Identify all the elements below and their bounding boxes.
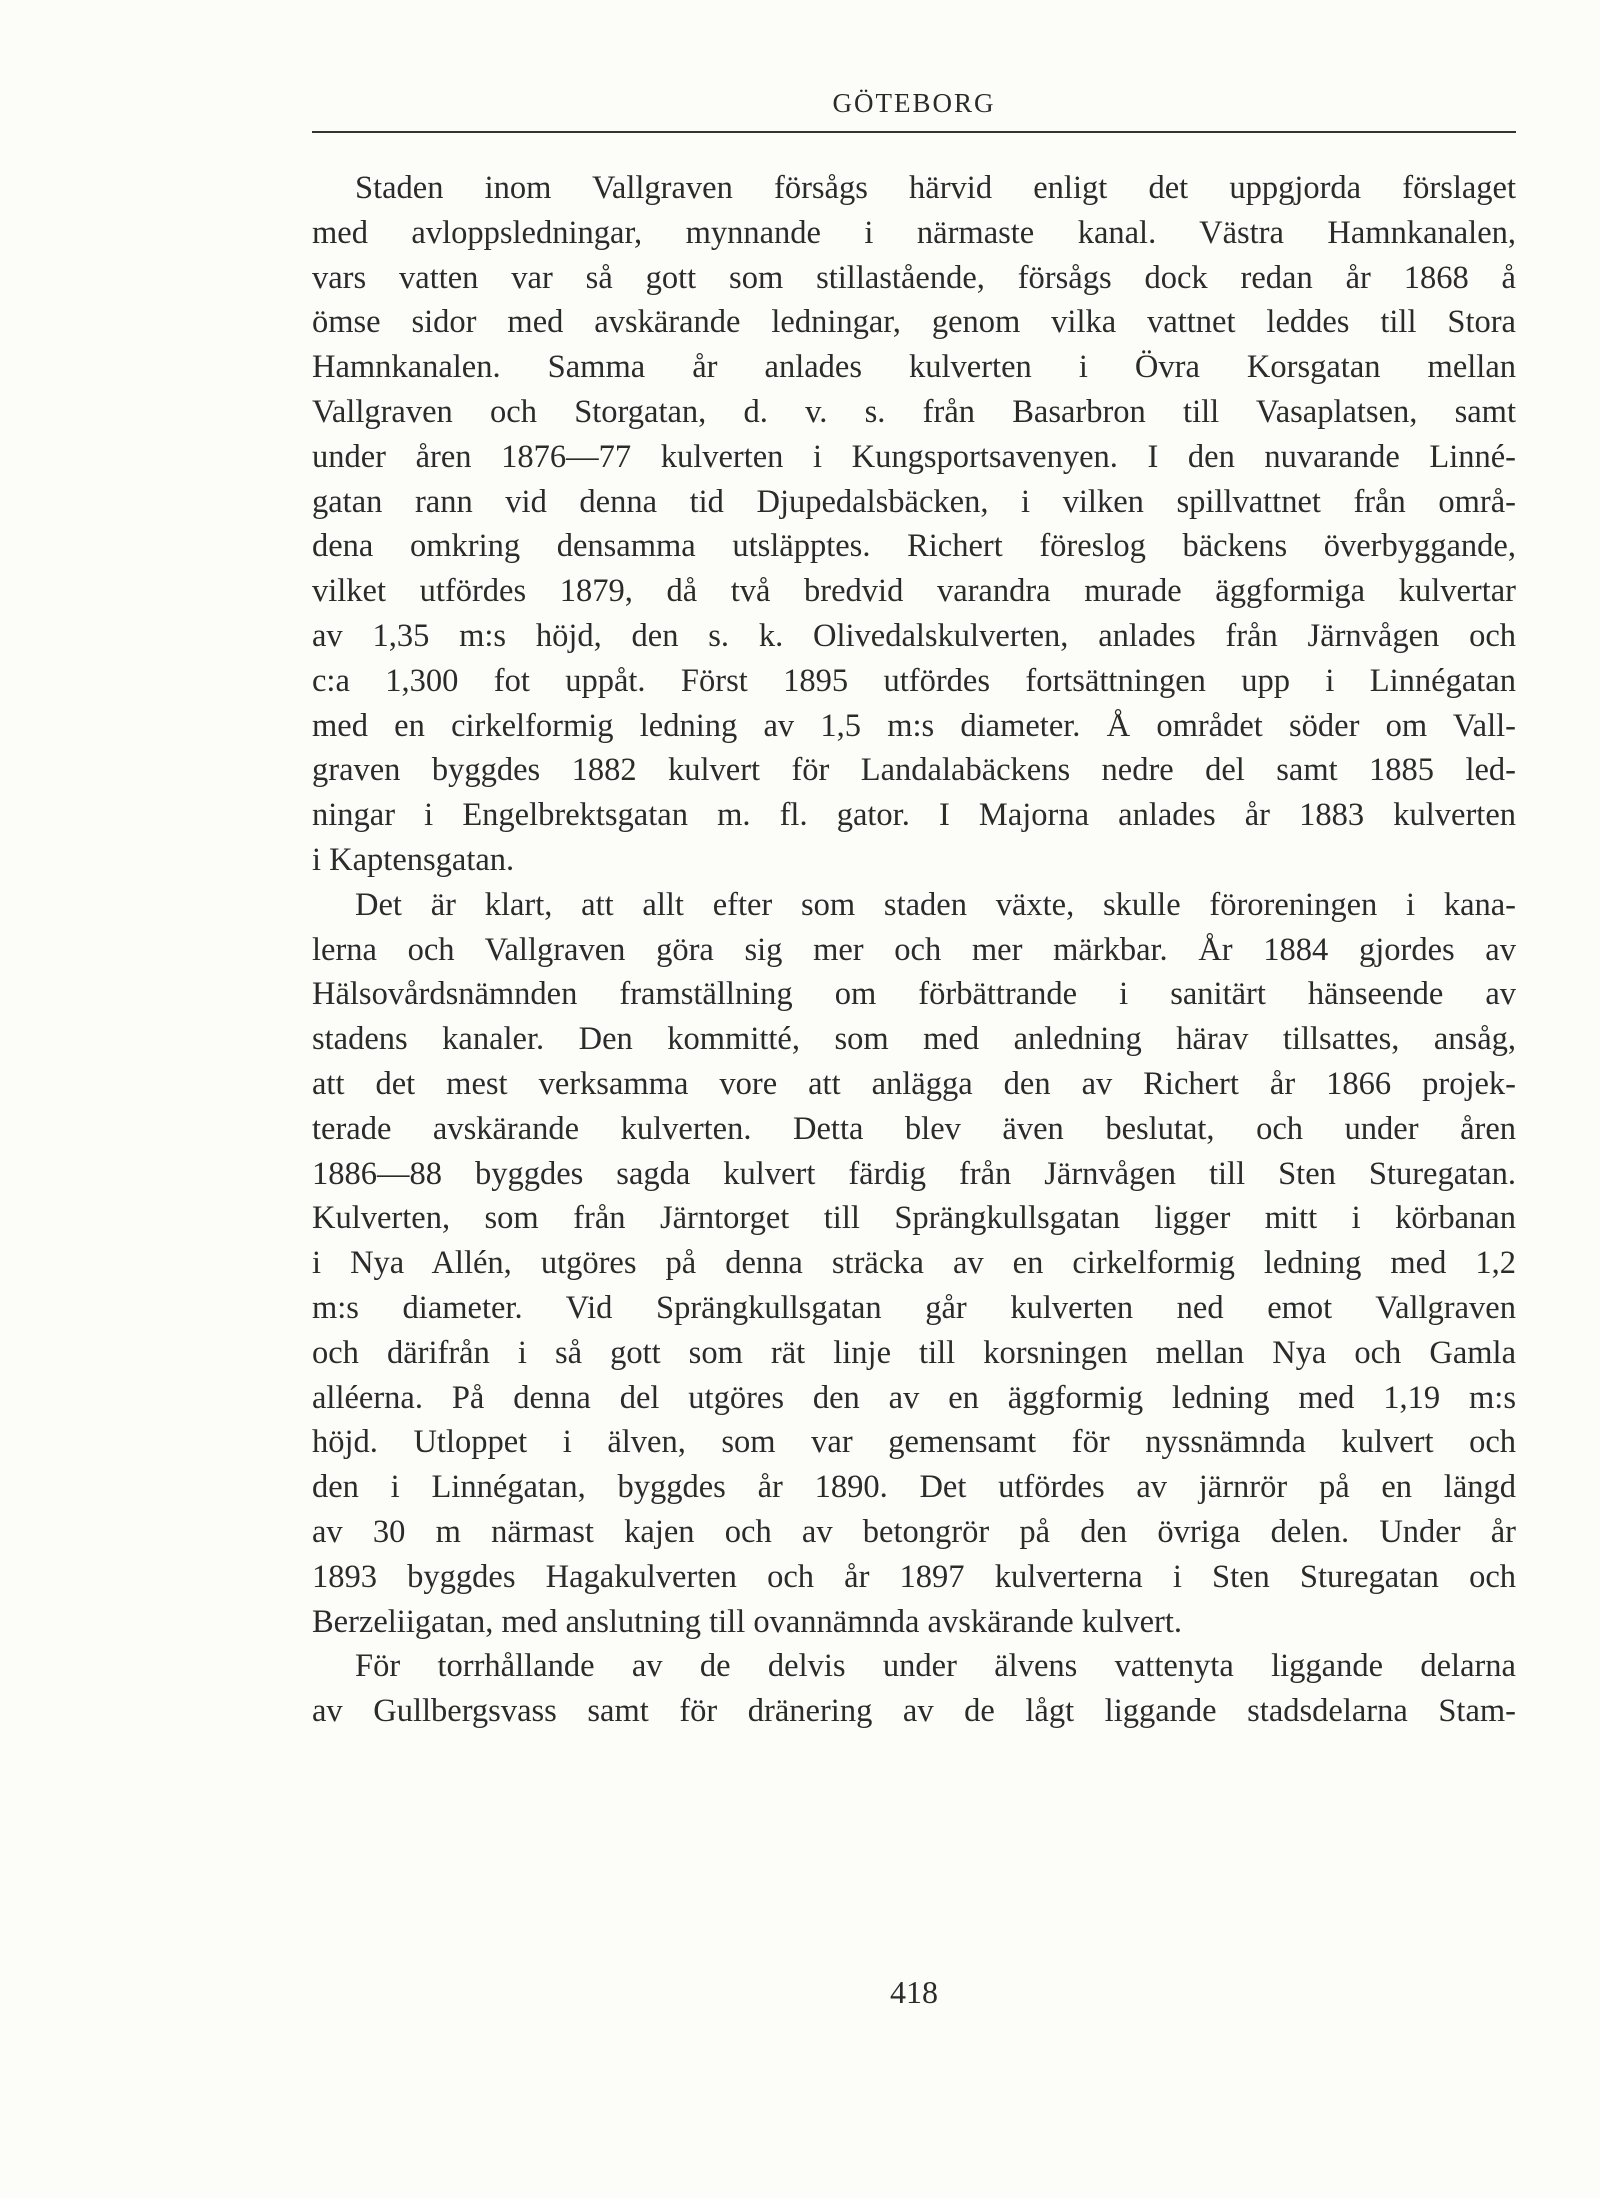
text-line: att det mest verksamma vore att anlägga den av Richert år 1866 projek- [312,1065,1516,1102]
text-line: i Nya Allén, utgöres på denna sträcka av en cirkelformig ledning med 1,2 [312,1245,1516,1282]
text-line: av 30 m närmast kajen och av betongrör på den övriga delen. Under år [312,1513,1516,1550]
text-line: ningar i Engelbrektsgatan m. fl. gator. I Majorna anlades år 1883 kulverten [312,797,1516,834]
text-line: av Gullbergsvass samt för dränering av de lågt liggande stadsdelarna Stam- [312,1693,1516,1730]
text-line: Hamnkanalen. Samma år anlades kulverten i Övra Korsgatan mellan [312,349,1516,386]
text-line: med avloppsledningar, mynnande i närmaste kanal. Västra Hamnkanalen, [312,214,1516,251]
text-line: graven byggdes 1882 kulvert för Landalabäckens nedre del samt 1885 led- [312,752,1516,789]
header-rule [312,131,1516,133]
text-line: Staden inom Vallgraven försågs härvid enligt det uppgjorda förslaget [355,170,1516,206]
text-line: höjd. Utloppet i älven, som var gemensamt för nyssnämnda kulvert och [312,1424,1516,1461]
text-line: i Kaptensgatan. [312,841,515,878]
text-line: under åren 1876—77 kulverten i Kungsportsavenyen. I den nuvarande Linné- [312,438,1516,475]
body-text [312,166,1516,1734]
text-line: av 1,35 m:s höjd, den s. k. Olivedalskulverten, anlades från Järnvågen och [312,617,1516,654]
page-number: 418 [890,1974,938,2010]
text-line: c:a 1,300 fot uppåt. Först 1895 utfördes fortsättningen upp i Linnégatan [312,662,1516,699]
text-line: gatan rann vid denna tid Djupedalsbäcken, i vilken spillvattnet från områ- [312,483,1516,520]
paragraph [312,883,1516,1645]
text-line: För torrhållande av de delvis under älvens vattenyta liggande delarna [355,1648,1516,1685]
text-line: vilket utfördes 1879, då två bredvid varandra murade äggformiga kulvertar [312,573,1516,610]
text-line: lerna och Vallgraven göra sig mer och mer märkbar. År 1884 gjordes av [312,931,1516,968]
text-line: dena omkring densamma utsläpptes. Richert föreslog bäckens överbyggande, [312,528,1516,565]
paragraph [312,166,1516,883]
text-line: 1893 byggdes Hagakulverten och år 1897 kulverterna i Sten Sturegatan och [312,1558,1516,1595]
text-line: med en cirkelformig ledning av 1,5 m:s diameter. Å området söder om Vall- [312,707,1516,744]
paragraph [312,1644,1516,1734]
text-line: vars vatten var så gott som stillastående, försågs dock redan år 1868 å [312,259,1516,296]
text-line: 1886—88 byggdes sagda kulvert färdig från Järnvågen till Sten Sturegatan. [312,1155,1516,1192]
running-header: GÖTEBORG [832,88,996,118]
text-line: alléerna. På denna del utgöres den av en äggformig ledning med 1,19 m:s [312,1379,1516,1416]
text-line: och därifrån i så gott som rät linje till korsningen mellan Nya och Gamla [312,1334,1516,1371]
text-line: stadens kanaler. Den kommitté, som med anledning härav tillsattes, ansåg, [312,1021,1516,1058]
text-line: Berzeliigatan, med anslutning till ovannämnda avskärande kulvert. [312,1603,1183,1640]
text-line: den i Linnégatan, byggdes år 1890. Det utfördes av järnrör på en längd [312,1469,1516,1506]
text-line: Hälsovårdsnämnden framställning om förbättrande i sanitärt hänseende av [312,976,1516,1013]
text-line: Det är klart, att allt efter som staden växte, skulle föroreningen i kana- [355,886,1516,923]
text-line: ömse sidor med avskärande ledningar, genom vilka vattnet leddes till Stora [312,304,1516,341]
text-line: terade avskärande kulverten. Detta blev även beslutat, och under åren [312,1110,1516,1147]
text-line: Vallgraven och Storgatan, d. v. s. från Basarbron till Vasaplatsen, samt [312,393,1516,430]
text-line: m:s diameter. Vid Sprängkullsgatan går kulverten ned emot Vallgraven [312,1289,1516,1326]
text-line: Kulverten, som från Järntorget till Sprängkullsgatan ligger mitt i körbanan [312,1200,1516,1237]
